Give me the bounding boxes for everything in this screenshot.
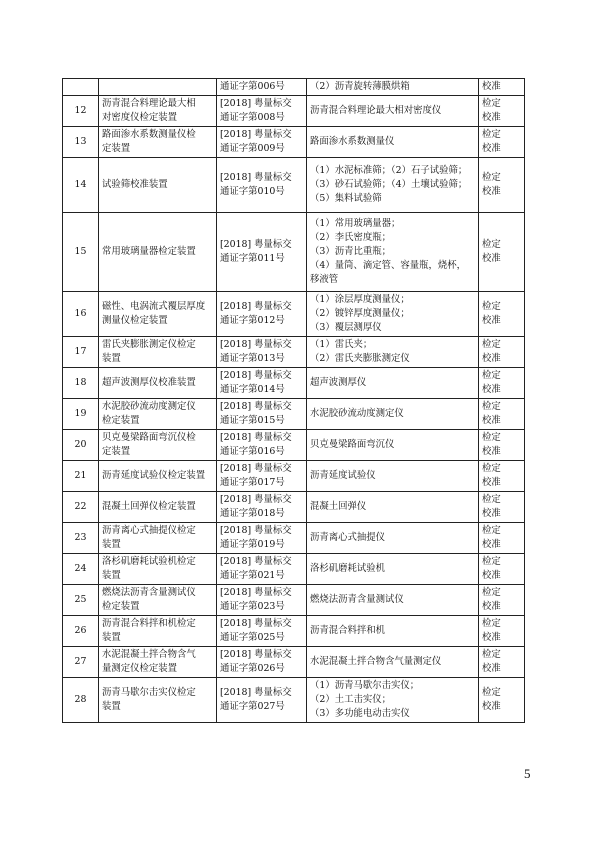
service-type-cell: [479, 647, 525, 678]
cell-text-line: （5）集料试验筛: [310, 193, 382, 204]
certificate-code-cell: [217, 399, 307, 430]
row-number-cell: 13: [63, 127, 99, 158]
cell-text-line: 水泥胶砂流动度测定仪: [102, 401, 196, 412]
cell-text-line: （3）多功能电动击实仪: [310, 708, 410, 719]
device-name-cell: [99, 585, 217, 616]
cell-text-line: 检定: [482, 370, 501, 381]
cell-text-line: [2018] 粤量标交: [220, 129, 292, 140]
cell-text-line: 检定: [482, 556, 501, 567]
cell-text-line: 贝克曼梁路面弯沉仪: [310, 439, 395, 450]
cell-text-line: 沥青延度试验仪检定装置: [102, 470, 206, 481]
certificate-code-cell: [217, 554, 307, 585]
cell-text-line: 通证字第011号: [220, 253, 285, 264]
cell-text-line: 装置: [102, 701, 121, 712]
cell-text-line: 通证字第012号: [220, 315, 285, 326]
service-type-cell: [479, 213, 525, 292]
cell-text-line: 检定: [482, 649, 501, 660]
cell-text-line: 校准: [482, 663, 501, 674]
device-name-cell: [99, 368, 217, 399]
cell-text-line: 检定: [482, 129, 501, 140]
cell-text-line: 通证字第017号: [220, 477, 285, 488]
certificate-code-cell: [217, 523, 307, 554]
table-row: [63, 399, 525, 430]
cell-text-line: （3）砂石试验筛；（4）土壤试验筛；: [310, 179, 468, 190]
cell-text-line: 混凝土回弹仪检定装置: [102, 501, 196, 512]
cell-text-line: 混凝土回弹仪: [310, 501, 367, 512]
cell-text-line: 检定: [482, 525, 501, 536]
cell-text-line: [2018] 粤量标交: [220, 494, 292, 505]
row-number-cell: 27: [63, 647, 99, 678]
instruments-cell: [307, 616, 479, 647]
cell-text-line: 校准: [482, 415, 501, 426]
device-name-cell: [99, 213, 217, 292]
service-type-cell: [479, 585, 525, 616]
device-name-cell: [99, 523, 217, 554]
row-number-cell: 28: [63, 678, 99, 723]
table-row: [63, 158, 525, 213]
table-row: [63, 585, 525, 616]
certificate-code-cell: [217, 213, 307, 292]
service-type-cell: [479, 461, 525, 492]
cell-text-line: （2）镀锌厚度测量仪；: [310, 308, 410, 319]
cell-text-line: 通证字第015号: [220, 415, 285, 426]
cell-text-line: [2018] 粤量标交: [220, 463, 292, 474]
cell-text-line: 对密度仪检定装置: [102, 112, 178, 123]
cell-text-line: 洛杉矶磨耗试验机: [310, 563, 386, 574]
instruments-cell: [307, 158, 479, 213]
cell-text-line: （3）沥青比重瓶；: [310, 246, 391, 257]
table-row: [63, 368, 525, 399]
row-number-cell: 21: [63, 461, 99, 492]
cell-text-line: 通证字第008号: [220, 112, 285, 123]
cell-text-line: 校准: [482, 539, 501, 550]
row-number-cell: 12: [63, 96, 99, 127]
cell-text-line: （4）量筒、滴定管、容量瓶，烧杯，: [310, 260, 466, 271]
certificate-code-cell: [217, 79, 307, 96]
row-number-cell: 19: [63, 399, 99, 430]
cell-text-line: 移液管: [310, 274, 339, 285]
service-type-cell: [479, 523, 525, 554]
certificate-code-cell: [217, 647, 307, 678]
row-number-cell: 24: [63, 554, 99, 585]
service-type-cell: [479, 368, 525, 399]
cell-text-line: [2018] 粤量标交: [220, 687, 292, 698]
cell-text-line: [2018] 粤量标交: [220, 339, 292, 350]
cell-text-line: 水泥胶砂流动度测定仪: [310, 408, 404, 419]
cell-text-line: 校准: [482, 143, 501, 154]
table-row: [63, 554, 525, 585]
row-number-cell: 26: [63, 616, 99, 647]
cell-text-line: 通证字第014号: [220, 384, 285, 395]
cell-text-line: 检定: [482, 463, 501, 474]
table-row: [63, 292, 525, 337]
cell-text-line: 通证字第026号: [220, 663, 285, 674]
instruments-cell: [307, 430, 479, 461]
device-name-cell: [99, 337, 217, 368]
cell-text-line: 校准: [482, 81, 501, 92]
cell-text-line: 装置: [102, 570, 121, 581]
cell-text-line: 校准: [482, 446, 501, 457]
cell-text-line: 检定: [482, 301, 501, 312]
table-row: [63, 96, 525, 127]
cell-text-line: 装置: [102, 632, 121, 643]
cell-text-line: （1）雷氏夹；: [310, 339, 373, 350]
instruments-cell: [307, 127, 479, 158]
cell-text-line: 通证字第016号: [220, 446, 285, 457]
cell-text-line: 通证字第010号: [220, 186, 285, 197]
certificate-code-cell: [217, 616, 307, 647]
cell-text-line: [2018] 粤量标交: [220, 172, 292, 183]
cell-text-line: 通证字第025号: [220, 632, 285, 643]
cell-text-line: [2018] 粤量标交: [220, 649, 292, 660]
instruments-cell: [307, 492, 479, 523]
row-number-cell: 20: [63, 430, 99, 461]
cell-text-line: [2018] 粤量标交: [220, 525, 292, 536]
cell-text-line: 贝克曼梁路面弯沉仪检: [102, 432, 196, 443]
service-type-cell: [479, 678, 525, 723]
cell-text-line: 沥青马歇尔击实仪检定: [102, 687, 196, 698]
row-number-cell: 14: [63, 158, 99, 213]
device-name-cell: [99, 79, 217, 96]
table-row: [63, 678, 525, 723]
table-row: [63, 461, 525, 492]
device-name-cell: [99, 554, 217, 585]
instruments-cell: [307, 292, 479, 337]
table-row: [63, 430, 525, 461]
cell-text-line: [2018] 粤量标交: [220, 587, 292, 598]
cell-text-line: （2）土工击实仪；: [310, 694, 391, 705]
table-row: [63, 337, 525, 368]
cell-text-line: 检定: [482, 587, 501, 598]
device-name-cell: [99, 96, 217, 127]
cell-text-line: 检定: [482, 98, 501, 109]
cell-text-line: 校准: [482, 186, 501, 197]
device-name-cell: [99, 616, 217, 647]
certificate-code-cell: [217, 430, 307, 461]
row-number-cell: 17: [63, 337, 99, 368]
cell-text-line: 沥青混合料拌和机检定: [102, 618, 196, 629]
cell-text-line: 量测定仪检定装置: [102, 663, 178, 674]
cell-text-line: 校准: [482, 477, 501, 488]
cell-text-line: （1）涂层厚度测量仪；: [310, 294, 410, 305]
cell-text-line: 燃烧法沥青含量测试仪: [310, 594, 404, 605]
cell-text-line: 检定装置: [102, 415, 140, 426]
instruments-cell: [307, 647, 479, 678]
instruments-cell: [307, 523, 479, 554]
table-row: [63, 616, 525, 647]
certificate-code-cell: [217, 492, 307, 523]
cell-text-line: 校准: [482, 315, 501, 326]
certificate-code-cell: [217, 127, 307, 158]
cell-text-line: 校准: [482, 253, 501, 264]
cell-text-line: 通证字第018号: [220, 508, 285, 519]
cell-text-line: 检定: [482, 239, 501, 250]
certificate-code-cell: [217, 292, 307, 337]
device-name-cell: [99, 127, 217, 158]
cell-text-line: [2018] 粤量标交: [220, 98, 292, 109]
cell-text-line: 沥青离心式抽提仪: [310, 532, 386, 543]
service-type-cell: [479, 492, 525, 523]
certificate-code-cell: [217, 337, 307, 368]
service-type-cell: [479, 292, 525, 337]
device-name-cell: [99, 647, 217, 678]
cell-text-line: 定装置: [102, 143, 131, 154]
cell-text-line: 检定: [482, 339, 501, 350]
instruments-cell: [307, 96, 479, 127]
certificate-code-cell: [217, 96, 307, 127]
cell-text-line: 通证字第021号: [220, 570, 285, 581]
service-type-cell: [479, 430, 525, 461]
cell-text-line: 沥青混合料理论最大相对密度仪: [310, 105, 442, 116]
cell-text-line: 洛杉矶磨耗试验机检定: [102, 556, 196, 567]
cell-text-line: 检定: [482, 401, 501, 412]
cell-text-line: 雷氏夹膨胀测定仪检定: [102, 339, 196, 350]
cell-text-line: 装置: [102, 353, 121, 364]
instruments-cell: [307, 678, 479, 723]
cell-text-line: （3）覆层测厚仪: [310, 322, 382, 333]
cell-text-line: （2）雷氏夹膨胀测定仪: [310, 353, 410, 364]
cell-text-line: 检定装置: [102, 601, 140, 612]
cell-text-line: 水泥混凝土拌合物含气: [102, 649, 196, 660]
cell-text-line: 校准: [482, 701, 501, 712]
cell-text-line: 沥青离心式抽提仪检定: [102, 525, 196, 536]
service-type-cell: [479, 337, 525, 368]
table-row: [63, 492, 525, 523]
cell-text-line: 检定: [482, 687, 501, 698]
cell-text-line: [2018] 粤量标交: [220, 301, 292, 312]
cell-text-line: 沥青混合料拌和机: [310, 625, 386, 636]
service-type-cell: [479, 399, 525, 430]
cell-text-line: 校准: [482, 508, 501, 519]
service-type-cell: [479, 158, 525, 213]
table-row: [63, 647, 525, 678]
row-number-cell: 16: [63, 292, 99, 337]
cell-text-line: [2018] 粤量标交: [220, 239, 292, 250]
device-name-cell: [99, 292, 217, 337]
cell-text-line: （1）常用玻璃量器；: [310, 218, 401, 229]
cell-text-line: （2）李氏密度瓶；: [310, 232, 391, 243]
service-type-cell: [479, 554, 525, 585]
cell-text-line: 常用玻璃量器检定装置: [102, 246, 196, 257]
cell-text-line: 校准: [482, 632, 501, 643]
row-number-cell: [63, 79, 99, 96]
instruments-cell: [307, 399, 479, 430]
cell-text-line: 装置: [102, 539, 121, 550]
row-number-cell: 23: [63, 523, 99, 554]
device-name-cell: [99, 461, 217, 492]
instruments-cell: [307, 461, 479, 492]
cell-text-line: 试验筛校准装置: [102, 179, 168, 190]
service-type-cell: [479, 616, 525, 647]
cell-text-line: 检定: [482, 494, 501, 505]
cell-text-line: 校准: [482, 570, 501, 581]
device-name-cell: [99, 492, 217, 523]
certificate-code-cell: [217, 678, 307, 723]
row-number-cell: 22: [63, 492, 99, 523]
page-number: 5: [524, 766, 531, 781]
cell-text-line: [2018] 粤量标交: [220, 432, 292, 443]
cell-text-line: 校准: [482, 112, 501, 123]
cell-text-line: 路面渗水系数测量仪检: [102, 129, 196, 140]
cell-text-line: 通证字第009号: [220, 143, 285, 154]
cell-text-line: 超声波测厚仪: [310, 377, 367, 388]
cell-text-line: 超声波测厚仪校准装置: [102, 377, 196, 388]
cell-text-line: [2018] 粤量标交: [220, 370, 292, 381]
row-number-cell: 25: [63, 585, 99, 616]
cell-text-line: 通证字第013号: [220, 353, 285, 364]
instruments-cell: [307, 337, 479, 368]
cell-text-line: 沥青混合料理论最大相: [102, 98, 196, 109]
table-row: [63, 79, 525, 96]
certificate-code-cell: [217, 158, 307, 213]
device-name-cell: [99, 399, 217, 430]
certificate-code-cell: [217, 585, 307, 616]
cell-text-line: 水泥混凝土拌合物含气量测定仪: [310, 656, 442, 667]
cell-text-line: （2）沥青旋转薄膜烘箱: [310, 81, 410, 92]
instruments-cell: [307, 368, 479, 399]
certificate-code-cell: [217, 368, 307, 399]
instruments-cell: [307, 585, 479, 616]
cell-text-line: 路面渗水系数测量仪: [310, 136, 395, 147]
service-type-cell: [479, 96, 525, 127]
cell-text-line: 通证字第027号: [220, 701, 285, 712]
cell-text-line: 检定: [482, 618, 501, 629]
instruments-cell: [307, 213, 479, 292]
table-row: [63, 213, 525, 292]
instruments-cell: [307, 79, 479, 96]
cell-text-line: 校准: [482, 601, 501, 612]
cell-text-line: （1）水泥标准筛；（2）石子试验筛；: [310, 165, 468, 176]
device-name-cell: [99, 158, 217, 213]
cell-text-line: 通证字第023号: [220, 601, 285, 612]
table-row: [63, 127, 525, 158]
cell-text-line: 通证字第019号: [220, 539, 285, 550]
cell-text-line: （1）沥青马歇尔击实仪；: [310, 680, 420, 691]
service-type-cell: [479, 79, 525, 96]
cell-text-line: 燃烧法沥青含量测试仪: [102, 587, 196, 598]
cell-text-line: [2018] 粤量标交: [220, 556, 292, 567]
cell-text-line: 磁性、电涡流式覆层厚度: [102, 301, 206, 312]
instruments-cell: [307, 554, 479, 585]
cell-text-line: 定装置: [102, 446, 131, 457]
cell-text-line: 检定: [482, 432, 501, 443]
cell-text-line: 检定: [482, 172, 501, 183]
cell-text-line: [2018] 粤量标交: [220, 401, 292, 412]
cell-text-line: [2018] 粤量标交: [220, 618, 292, 629]
row-number-cell: 18: [63, 368, 99, 399]
cell-text-line: 测量仪检定装置: [102, 315, 168, 326]
cell-text-line: 沥青延度试验仪: [310, 470, 376, 481]
service-type-cell: [479, 127, 525, 158]
device-name-cell: [99, 430, 217, 461]
table-row: [63, 523, 525, 554]
certificate-code-cell: [217, 461, 307, 492]
row-number-cell: 15: [63, 213, 99, 292]
cell-text-line: 校准: [482, 384, 501, 395]
standards-table: [62, 78, 525, 723]
device-name-cell: [99, 678, 217, 723]
cell-text-line: 校准: [482, 353, 501, 364]
cell-text-line: 通证字第006号: [220, 81, 285, 92]
